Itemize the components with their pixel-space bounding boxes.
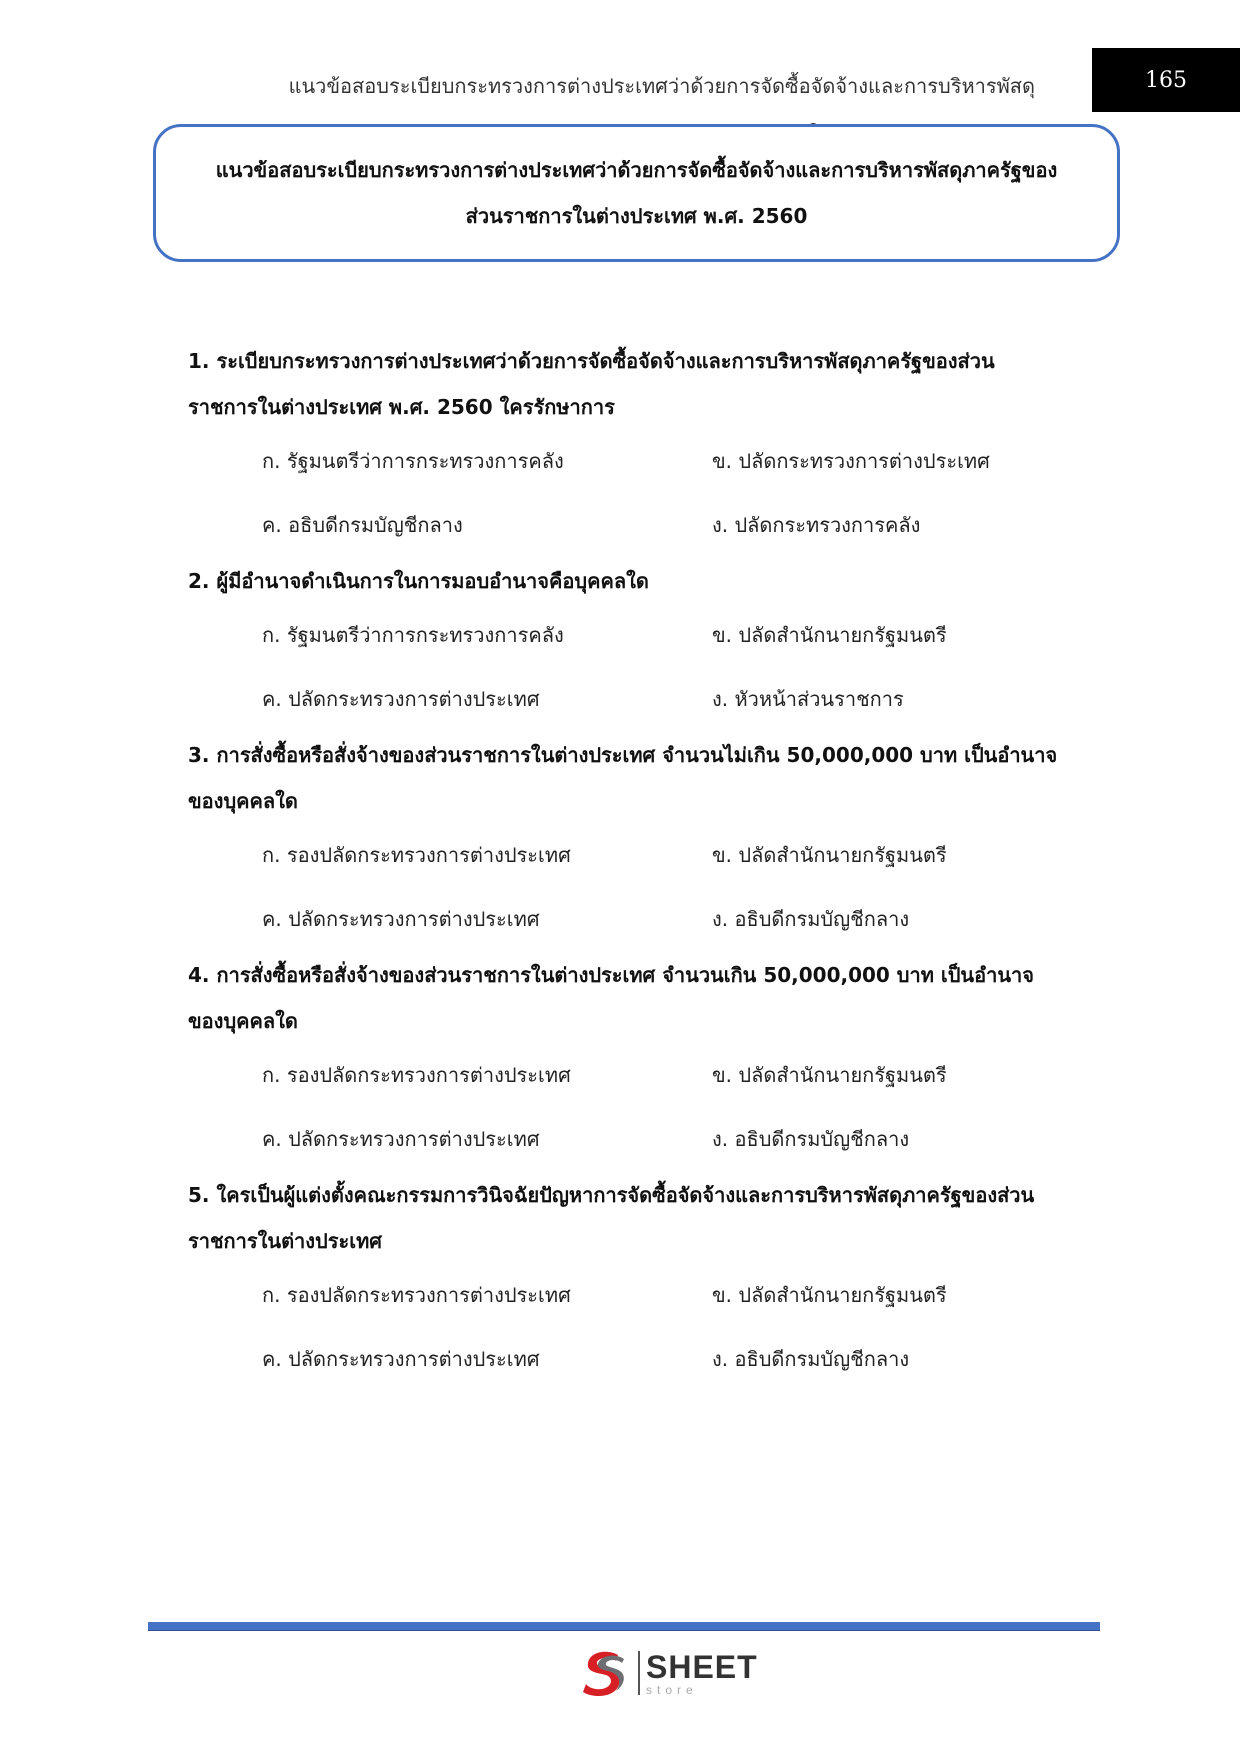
question-text-line1: 1. ระเบียบกระทรวงการต่างประเทศว่าด้วยการจัดซื้อจัดจ้างและการบริหารพัสดุภาครัฐของส่วน xyxy=(188,349,995,373)
option-c: ค. ปลัดกระทรวงการต่างประเทศ xyxy=(262,1127,540,1151)
question-text-line1: 2. ผู้มีอำนาจดำเนินการในการมอบอำนาจคือบุคคลใด xyxy=(188,569,649,593)
logo-text xyxy=(646,1648,758,1697)
option-c: ค. ปลัดกระทรวงการต่างประเทศ xyxy=(262,1347,540,1371)
logo-subtitle: store xyxy=(646,1682,698,1697)
question-text-line2: ราชการในต่างประเทศ พ.ศ. 2560 ใครรักษาการ xyxy=(188,395,615,419)
option-d: ง. อธิบดีกรมบัญชีกลาง xyxy=(712,1127,910,1151)
option-a: ก. รองปลัดกระทรวงการต่างประเทศ xyxy=(262,1283,571,1307)
question-5 xyxy=(188,1172,1088,1382)
title-line2: ส่วนราชการในต่างประเทศ พ.ศ. 2560 xyxy=(465,204,808,228)
sheet-store-logo xyxy=(578,1647,758,1699)
footer-divider xyxy=(148,1622,1100,1631)
page-number: 165 xyxy=(1092,48,1240,112)
option-b: ข. ปลัดสำนักนายกรัฐมนตรี xyxy=(712,623,947,647)
question-3 xyxy=(188,732,1088,942)
question-text-line1: 5. ใครเป็นผู้แต่งตั้งคณะกรรมการวินิจฉัยปัญหาการจัดซื้อจัดจ้างและการบริหารพัสดุภาครัฐของส่วน xyxy=(188,1183,1035,1207)
option-b: ข. ปลัดกระทรวงการต่างประเทศ xyxy=(712,449,990,473)
logo-separator xyxy=(638,1651,640,1695)
title-line1: แนวข้อสอบระเบียบกระทรวงการต่างประเทศว่าด้วยการจัดซื้อจัดจ้างและการบริหารพัสดุภาครัฐของ xyxy=(215,158,1058,182)
option-a: ก. รองปลัดกระทรวงการต่างประเทศ xyxy=(262,1063,571,1087)
option-c: ค. อธิบดีกรมบัญชีกลาง xyxy=(262,513,463,537)
answer-options xyxy=(262,832,1088,942)
answer-options xyxy=(262,1052,1088,1162)
option-a: ก. รองปลัดกระทรวงการต่างประเทศ xyxy=(262,843,571,867)
option-d: ง. อธิบดีกรมบัญชีกลาง xyxy=(712,907,910,931)
option-c: ค. ปลัดกระทรวงการต่างประเทศ xyxy=(262,907,540,931)
sheet-store-logo-icon xyxy=(578,1647,630,1699)
running-header-line1: แนวข้อสอบระเบียบกระทรวงการต่างประเทศว่าด้วยการจัดซื้อจัดจ้างและการบริหารพัสดุ xyxy=(288,74,1035,98)
option-d: ง. หัวหน้าส่วนราชการ xyxy=(712,687,904,711)
option-b: ข. ปลัดสำนักนายกรัฐมนตรี xyxy=(712,1063,947,1087)
option-a: ก. รัฐมนตรีว่าการกระทรวงการคลัง xyxy=(262,449,564,473)
option-a: ก. รัฐมนตรีว่าการกระทรวงการคลัง xyxy=(262,623,564,647)
question-1 xyxy=(188,338,1088,548)
option-b: ข. ปลัดสำนักนายกรัฐมนตรี xyxy=(712,1283,947,1307)
answer-options xyxy=(262,1272,1088,1382)
logo-word: SHEET xyxy=(646,1648,758,1685)
title-box xyxy=(153,124,1120,262)
question-list xyxy=(188,338,1088,1392)
option-d: ง. ปลัดกระทรวงการคลัง xyxy=(712,513,921,537)
question-4 xyxy=(188,952,1088,1162)
question-text-line2: ของบุคคลใด xyxy=(188,1009,298,1033)
answer-options xyxy=(262,612,1088,722)
question-2 xyxy=(188,558,1088,722)
question-text-line2: ราชการในต่างประเทศ xyxy=(188,1229,382,1253)
question-text-line2: ของบุคคลใด xyxy=(188,789,298,813)
question-text-line1: 3. การสั่งซื้อหรือสั่งจ้างของส่วนราชการในต่างประเทศ จำนวนไม่เกิน 50,000,000 บาท เป็นอำนาจ xyxy=(188,743,1058,767)
question-text-line1: 4. การสั่งซื้อหรือสั่งจ้างของส่วนราชการในต่างประเทศ จำนวนเกิน 50,000,000 บาท เป็นอำนาจ xyxy=(188,963,1034,987)
option-b: ข. ปลัดสำนักนายกรัฐมนตรี xyxy=(712,843,947,867)
option-d: ง. อธิบดีกรมบัญชีกลาง xyxy=(712,1347,910,1371)
option-c: ค. ปลัดกระทรวงการต่างประเทศ xyxy=(262,687,540,711)
answer-options xyxy=(262,438,1088,548)
